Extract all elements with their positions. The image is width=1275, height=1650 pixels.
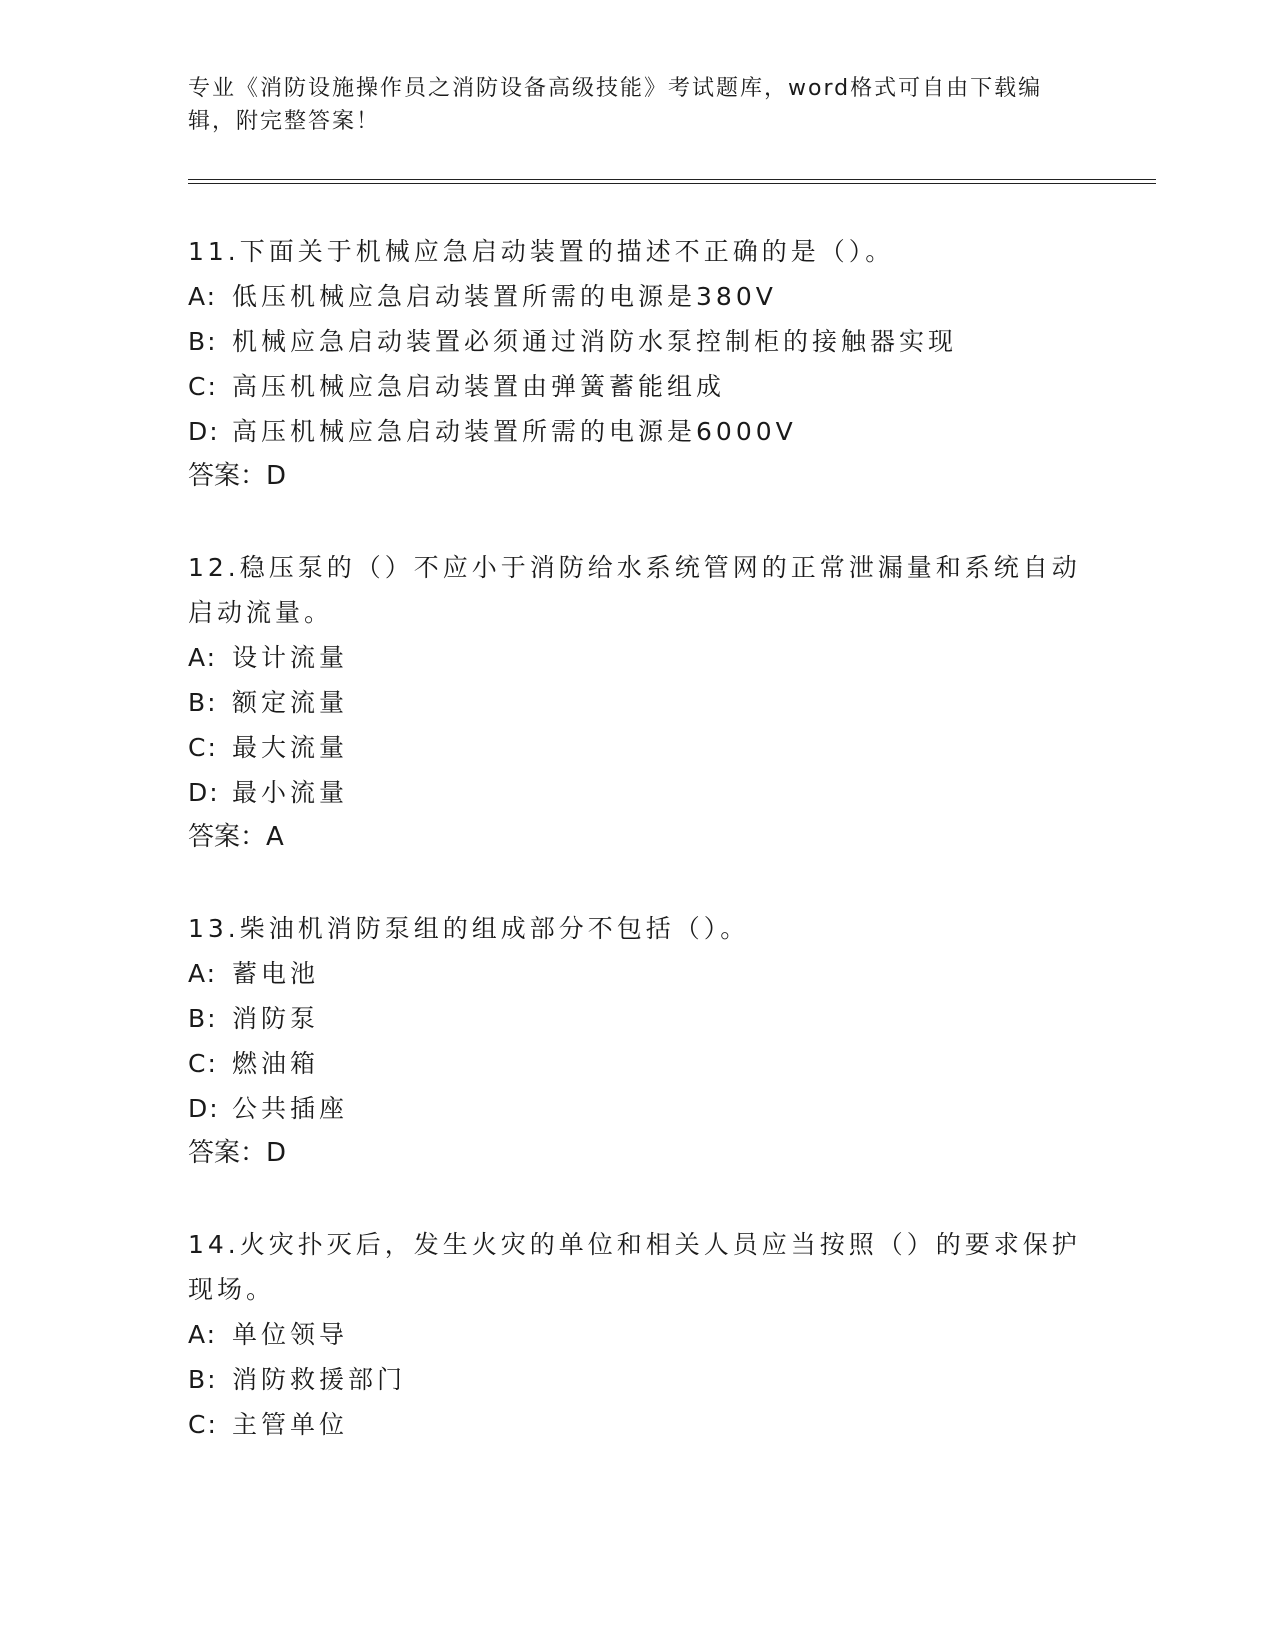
answer-label: 答案：	[188, 822, 267, 852]
option-c	[188, 725, 1088, 770]
option-letter: D:	[188, 778, 220, 807]
option-text: 额定流量	[232, 688, 349, 717]
option-b	[188, 680, 1088, 725]
option-c	[188, 1041, 1088, 1086]
option-letter: C:	[188, 372, 218, 401]
option-a	[188, 951, 1088, 996]
option-d	[188, 1086, 1088, 1131]
option-letter: A:	[188, 1320, 218, 1349]
option-letter: B:	[188, 688, 218, 717]
option-text: 主管单位	[232, 1410, 349, 1439]
option-letter: A:	[188, 959, 218, 988]
option-b	[188, 1357, 1088, 1402]
option-text: 单位领导	[232, 1320, 349, 1349]
option-text: 公共插座	[232, 1094, 349, 1123]
question-13	[188, 906, 1088, 1176]
option-a	[188, 635, 1088, 680]
option-letter: D:	[188, 1094, 220, 1123]
option-letter: C:	[188, 733, 218, 762]
option-letter: B:	[188, 1004, 218, 1033]
option-a	[188, 1312, 1088, 1357]
answer-line	[188, 454, 1088, 499]
option-text: 高压机械应急启动装置所需的电源是6000V	[232, 417, 797, 446]
answer-value: D	[266, 461, 288, 491]
option-text: 最小流量	[232, 778, 349, 807]
option-letter: D:	[188, 417, 220, 446]
option-text: 最大流量	[232, 733, 349, 762]
question-stem: 11.下面关于机械应急启动装置的描述不正确的是（）。	[188, 237, 895, 266]
option-text: 设计流量	[232, 643, 349, 672]
option-b	[188, 319, 1088, 364]
option-letter: B:	[188, 1365, 218, 1394]
option-text: 消防救援部门	[232, 1365, 407, 1394]
option-text: 蓄电池	[232, 959, 320, 988]
question-stem: 13.柴油机消防泵组的组成部分不包括（）。	[188, 914, 750, 943]
option-c	[188, 1402, 1088, 1447]
option-letter: A:	[188, 282, 218, 311]
option-text: 燃油箱	[232, 1049, 320, 1078]
document-header: 专业《消防设施操作员之消防设备高级技能》考试题库，word格式可自由下载编辑，附完整答案！	[188, 76, 1043, 134]
answer-value: A	[266, 822, 285, 852]
question-11	[188, 229, 1088, 499]
answer-line	[188, 815, 1088, 860]
option-letter: C:	[188, 1049, 218, 1078]
option-text: 消防泵	[232, 1004, 320, 1033]
option-text: 高压机械应急启动装置由弹簧蓄能组成	[232, 372, 726, 401]
option-letter: B:	[188, 327, 218, 356]
answer-line	[188, 1131, 1088, 1176]
answer-value: D	[266, 1138, 288, 1168]
option-d	[188, 409, 1088, 454]
header-divider-bottom	[188, 183, 1156, 184]
question-stem: 14.火灾扑灭后，发生火灾的单位和相关人员应当按照（）的要求保护现场。	[188, 1230, 1081, 1304]
question-12	[188, 545, 1088, 860]
option-b	[188, 996, 1088, 1041]
question-stem: 12.稳压泵的（）不应小于消防给水系统管网的正常泄漏量和系统自动启动流量。	[188, 553, 1081, 627]
option-c	[188, 364, 1088, 409]
answer-label: 答案：	[188, 1138, 267, 1168]
question-14	[188, 1222, 1088, 1447]
header-divider-top	[188, 179, 1156, 180]
option-text: 机械应急启动装置必须通过消防水泵控制柜的接触器实现	[232, 327, 958, 356]
answer-label: 答案：	[188, 461, 267, 491]
option-d	[188, 770, 1088, 815]
option-text: 低压机械应急启动装置所需的电源是380V	[232, 282, 777, 311]
option-letter: C:	[188, 1410, 218, 1439]
option-letter: A:	[188, 643, 218, 672]
option-a	[188, 274, 1088, 319]
